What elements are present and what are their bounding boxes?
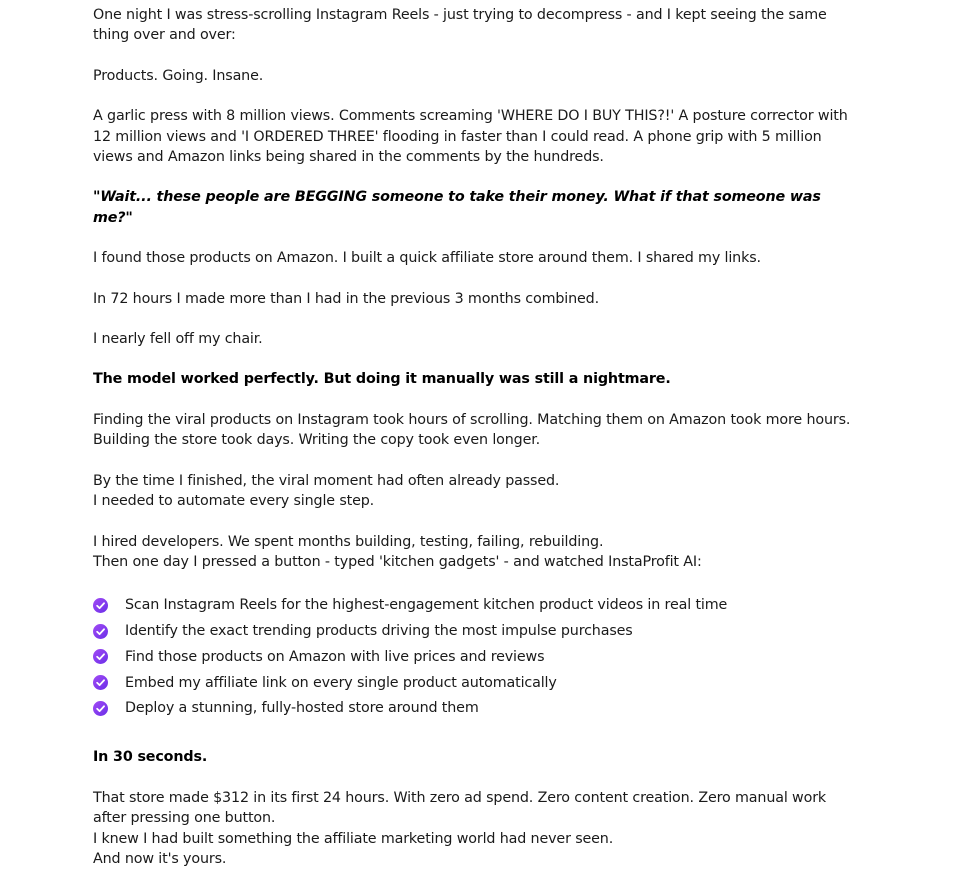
paragraph-found-products: I found those products on Amazon. I built a quick affiliate store around them. I shared my links. [93, 250, 761, 267]
paragraph-fell-off-chair: I nearly fell off my chair. [93, 331, 263, 348]
feature-checklist [93, 592, 863, 721]
checklist-text: Deploy a stunning, fully-hosted store around them [125, 700, 479, 717]
paragraph-hired-developers: I hired developers. We spent months building, testing, failing, rebuilding. [93, 533, 604, 550]
checklist-text: Find those products on Amazon with live prices and reviews [125, 648, 545, 665]
checklist-text: Embed my affiliate link on every single product automatically [125, 674, 557, 691]
list-item [93, 618, 863, 644]
list-item [93, 592, 863, 618]
paragraph-now-yours: And now it's yours. [93, 850, 227, 867]
paragraph-examples: A garlic press with 8 million views. Comments screaming 'WHERE DO I BUY THIS?!' A posture corrector with 12 million views and 'I ORDERED THREE' flooding in faster than I could read. A phone grip with 5 million views and Amazon links being shared in the comments by the hundreds. [93, 108, 848, 166]
list-item [93, 670, 863, 696]
paragraph-manual-work: Finding the viral products on Instagram took hours of scrolling. Matching them on Amazon took more hours. Building the store took days. Writing the copy took even longer. [93, 411, 851, 449]
list-item [93, 696, 863, 722]
heading-30-seconds: In 30 seconds. [93, 749, 208, 766]
checklist-text: Scan Instagram Reels for the highest-engagement kitchen product videos in real time [125, 597, 728, 614]
list-item [93, 644, 863, 670]
paragraph-pressed-button: Then one day I pressed a button - typed 'kitchen gadgets' - and watched InstaProfit AI: [93, 553, 702, 570]
check-circle-icon [93, 598, 108, 613]
check-circle-icon [93, 675, 108, 690]
paragraph-store-made: That store made $312 in its first 24 hours. With zero ad spend. Zero content creation. Zero manual work after pressing one button. [93, 789, 827, 827]
paragraph-knew-built: I knew I had built something the affiliate marketing world had never seen. [93, 830, 614, 847]
check-circle-icon [93, 624, 108, 639]
paragraph-products-insane: Products. Going. Insane. [93, 67, 264, 84]
paragraph-72-hours: In 72 hours I made more than I had in the previous 3 months combined. [93, 290, 599, 307]
article-body [93, 5, 863, 869]
check-circle-icon [93, 701, 108, 716]
paragraph-automate: I needed to automate every single step. [93, 493, 375, 510]
heading-model-worked: The model worked perfectly. But doing it manually was still a nightmare. [93, 371, 671, 388]
paragraph-intro: One night I was stress-scrolling Instagram Reels - just trying to decompress - and I kept seeing the same thing over and over: [93, 7, 827, 44]
check-circle-icon [93, 649, 108, 664]
quote-wait: "Wait... these people are BEGGING someone to take their money. What if that someone was me?" [93, 189, 821, 226]
paragraph-viral-passed: By the time I finished, the viral moment had often already passed. [93, 472, 560, 489]
checklist-text: Identify the exact trending products driving the most impulse purchases [125, 623, 633, 639]
